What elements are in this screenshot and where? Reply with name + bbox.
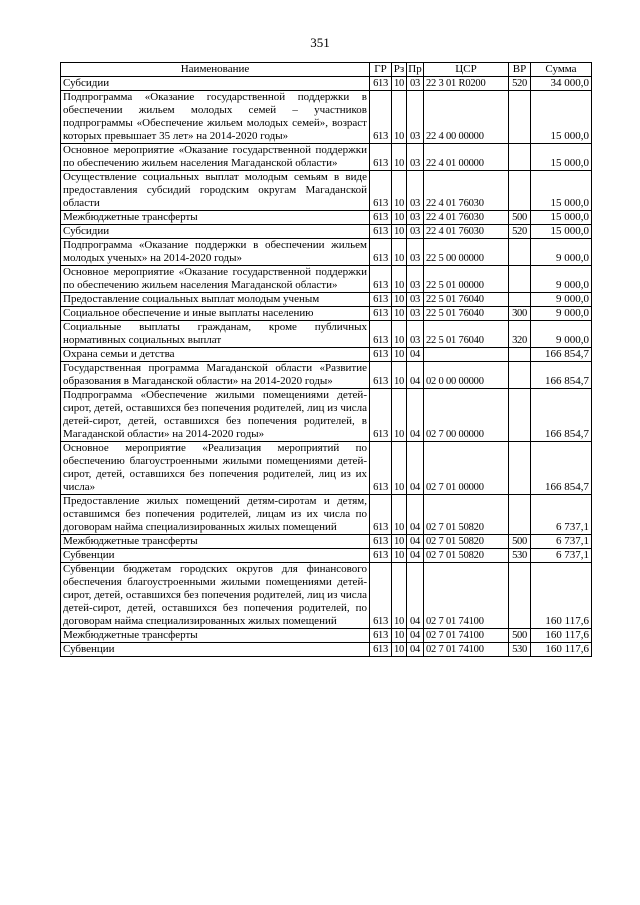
cell-vr: [509, 171, 531, 211]
cell-rz: 10: [392, 91, 407, 144]
cell-gr: 613: [370, 225, 392, 239]
cell-sum: 15 000,0: [531, 91, 592, 144]
cell-gr: 613: [370, 535, 392, 549]
cell-name: Межбюджетные трансферты: [61, 535, 370, 549]
header-sum: Сумма: [531, 63, 592, 77]
cell-sum: 9 000,0: [531, 293, 592, 307]
table-row: [61, 77, 592, 91]
cell-sum: 15 000,0: [531, 171, 592, 211]
cell-csr: 22 5 01 00000: [424, 266, 509, 293]
cell-name: Предоставление жилых помещений детям-сиротам и детям, оставшимся без попечения родителей, лицам из их числа по договорам найма специализированных жилых помещений: [61, 495, 370, 535]
cell-name: Межбюджетные трансферты: [61, 211, 370, 225]
cell-gr: 613: [370, 211, 392, 225]
cell-csr: 02 7 01 50820: [424, 495, 509, 535]
table-row: [61, 239, 592, 266]
cell-csr: [424, 348, 509, 362]
cell-pr: 03: [407, 211, 424, 225]
cell-name: Охрана семьи и детства: [61, 348, 370, 362]
cell-vr: [509, 362, 531, 389]
table-row: [61, 348, 592, 362]
table-row: [61, 211, 592, 225]
cell-csr: 22 4 01 76030: [424, 171, 509, 211]
page-number: 351: [310, 35, 330, 50]
cell-rz: 10: [392, 266, 407, 293]
cell-csr: 22 4 00 00000: [424, 91, 509, 144]
table-row: [61, 293, 592, 307]
cell-gr: 613: [370, 362, 392, 389]
table-row: [61, 442, 592, 495]
cell-name: Государственная программа Магаданской области «Развитие образования в Магаданской области» на 2014-2020 годы»: [61, 362, 370, 389]
table-row: [61, 535, 592, 549]
cell-pr: 04: [407, 442, 424, 495]
cell-sum: 6 737,1: [531, 535, 592, 549]
cell-pr: 03: [407, 266, 424, 293]
cell-vr: [509, 293, 531, 307]
cell-gr: 613: [370, 293, 392, 307]
cell-csr: 02 7 00 00000: [424, 389, 509, 442]
cell-gr: 613: [370, 563, 392, 629]
cell-rz: 10: [392, 442, 407, 495]
cell-rz: 10: [392, 307, 407, 321]
cell-sum: 15 000,0: [531, 144, 592, 171]
cell-name: Основное мероприятие «Реализация мероприятий по обеспечению благоустроенными жилыми помещениями детей-сирот, детей, оставшихся без попечения родителей, лиц из их числа»: [61, 442, 370, 495]
header-pr: Пр: [408, 63, 422, 75]
table-row: [61, 643, 592, 657]
table-row: [61, 307, 592, 321]
cell-csr: 02 7 01 74100: [424, 629, 509, 643]
cell-gr: 613: [370, 549, 392, 563]
cell-rz: 10: [392, 211, 407, 225]
cell-csr: 22 3 01 R0200: [424, 77, 509, 91]
cell-pr: 03: [407, 239, 424, 266]
header-name: Наименование: [61, 63, 370, 77]
cell-name: Предоставление социальных выплат молодым ученым: [61, 293, 370, 307]
cell-pr: 03: [407, 225, 424, 239]
cell-pr: 04: [407, 549, 424, 563]
cell-rz: 10: [392, 643, 407, 657]
cell-gr: 613: [370, 629, 392, 643]
cell-vr: 520: [509, 225, 531, 239]
cell-rz: 10: [392, 225, 407, 239]
cell-csr: 02 7 01 50820: [424, 549, 509, 563]
cell-rz: 10: [392, 362, 407, 389]
cell-vr: [509, 495, 531, 535]
table-row: [61, 225, 592, 239]
cell-name: Субвенции бюджетам городских округов для финансового обеспечения благоустроенными жилыми помещениями детей-сирот, детей, оставшихся без попечения родителей, лиц из числа детей-сирот, детей, оставшихся без попечения родителей, по договорам найма специализированных жилых помещений: [61, 563, 370, 629]
cell-rz: 10: [392, 77, 407, 91]
cell-gr: 613: [370, 389, 392, 442]
cell-pr: 04: [407, 389, 424, 442]
cell-sum: 160 117,6: [531, 629, 592, 643]
cell-csr: 02 7 01 00000: [424, 442, 509, 495]
cell-csr: 02 7 01 74100: [424, 563, 509, 629]
cell-csr: 22 5 01 76040: [424, 321, 509, 348]
table-row: [61, 144, 592, 171]
cell-gr: 613: [370, 144, 392, 171]
cell-name: Подпрограмма «Обеспечение жилыми помещениями детей-сирот, детей, оставшихся без попечения родителей, лиц из числа детей-сирот, детей, оставшихся без попечения родителей, в Магаданской области» на 2014-2020 годы»: [61, 389, 370, 442]
cell-rz: 10: [392, 321, 407, 348]
table-row: [61, 389, 592, 442]
cell-gr: 613: [370, 266, 392, 293]
cell-pr: 04: [407, 495, 424, 535]
header-vr: ВР: [509, 63, 531, 77]
cell-pr: 04: [407, 629, 424, 643]
cell-gr: 613: [370, 442, 392, 495]
cell-vr: [509, 348, 531, 362]
cell-name: Подпрограмма «Оказание государственной поддержки в обеспечении жильем молодых семей – участников подпрограммы «Обеспечение жильем молодых семей», возраст которых превышает 35 лет» на 2014-2020 годы»: [61, 91, 370, 144]
table-row: [61, 362, 592, 389]
table-row: [61, 91, 592, 144]
table-row: [61, 495, 592, 535]
cell-sum: 160 117,6: [531, 643, 592, 657]
cell-rz: 10: [392, 144, 407, 171]
cell-sum: 9 000,0: [531, 266, 592, 293]
cell-vr: [509, 91, 531, 144]
cell-rz: 10: [392, 629, 407, 643]
cell-name: Социальные выплаты гражданам, кроме публичных нормативных социальных выплат: [61, 321, 370, 348]
cell-csr: 02 7 01 50820: [424, 535, 509, 549]
cell-pr: 03: [407, 321, 424, 348]
cell-csr: 02 7 01 74100: [424, 643, 509, 657]
cell-sum: 160 117,6: [531, 563, 592, 629]
cell-rz: 10: [392, 171, 407, 211]
cell-gr: 613: [370, 77, 392, 91]
cell-rz: 10: [392, 348, 407, 362]
cell-pr: 03: [407, 171, 424, 211]
cell-sum: 6 737,1: [531, 495, 592, 535]
cell-pr: 04: [407, 563, 424, 629]
cell-gr: 613: [370, 171, 392, 211]
table-row: [61, 266, 592, 293]
cell-pr: 03: [407, 144, 424, 171]
cell-csr: 22 4 01 00000: [424, 144, 509, 171]
cell-name: Осуществление социальных выплат молодым семьям в виде предоставления субсидий городским округам Магаданской области: [61, 171, 370, 211]
table-row: [61, 321, 592, 348]
cell-name: Субсидии: [61, 77, 370, 91]
table-row: [61, 629, 592, 643]
cell-vr: 530: [509, 643, 531, 657]
table-row: [61, 171, 592, 211]
cell-pr: 04: [407, 535, 424, 549]
cell-rz: 10: [392, 293, 407, 307]
cell-vr: 300: [509, 307, 531, 321]
cell-vr: [509, 389, 531, 442]
header-gr: ГР: [370, 63, 392, 77]
cell-rz: 10: [392, 495, 407, 535]
table-body: [61, 77, 592, 657]
table-row: [61, 549, 592, 563]
cell-name: Подпрограмма «Оказание поддержки в обеспечении жильем молодых ученых» на 2014-2020 годы»: [61, 239, 370, 266]
cell-name: Межбюджетные трансферты: [61, 629, 370, 643]
cell-sum: 166 854,7: [531, 389, 592, 442]
cell-name: Субвенции: [61, 643, 370, 657]
cell-sum: 6 737,1: [531, 549, 592, 563]
cell-gr: 613: [370, 348, 392, 362]
cell-sum: 166 854,7: [531, 362, 592, 389]
cell-sum: 9 000,0: [531, 239, 592, 266]
cell-rz: 10: [392, 535, 407, 549]
cell-rz: 10: [392, 563, 407, 629]
cell-sum: 166 854,7: [531, 348, 592, 362]
cell-rz: 10: [392, 549, 407, 563]
cell-pr: 03: [407, 293, 424, 307]
cell-vr: [509, 144, 531, 171]
table-row: [61, 563, 592, 629]
cell-name: Основное мероприятие «Оказание государственной поддержки по обеспечению жильем населения Магаданской области»: [61, 266, 370, 293]
cell-sum: 15 000,0: [531, 211, 592, 225]
cell-csr: 02 0 00 00000: [424, 362, 509, 389]
cell-pr: 04: [407, 362, 424, 389]
cell-name: Субсидии: [61, 225, 370, 239]
cell-csr: 22 5 01 76040: [424, 307, 509, 321]
cell-gr: 613: [370, 321, 392, 348]
cell-pr: 04: [407, 643, 424, 657]
cell-sum: 34 000,0: [531, 77, 592, 91]
cell-sum: 166 854,7: [531, 442, 592, 495]
cell-vr: 500: [509, 535, 531, 549]
cell-gr: 613: [370, 91, 392, 144]
header-csr: ЦСР: [424, 63, 509, 77]
cell-csr: 22 4 01 76030: [424, 225, 509, 239]
cell-vr: 500: [509, 629, 531, 643]
cell-csr: 22 5 00 00000: [424, 239, 509, 266]
budget-table: [60, 62, 592, 657]
table-header-row: [61, 63, 592, 77]
cell-gr: 613: [370, 307, 392, 321]
cell-pr: 03: [407, 91, 424, 144]
cell-pr: 03: [407, 307, 424, 321]
cell-gr: 613: [370, 239, 392, 266]
cell-sum: 15 000,0: [531, 225, 592, 239]
cell-vr: 530: [509, 549, 531, 563]
cell-gr: 613: [370, 643, 392, 657]
cell-vr: [509, 239, 531, 266]
cell-csr: 22 5 01 76040: [424, 293, 509, 307]
cell-gr: 613: [370, 495, 392, 535]
cell-vr: 500: [509, 211, 531, 225]
cell-vr: [509, 442, 531, 495]
cell-name: Субвенции: [61, 549, 370, 563]
cell-vr: 520: [509, 77, 531, 91]
cell-name: Основное мероприятие «Оказание государственной поддержки по обеспечению жильем населения Магаданской области»: [61, 144, 370, 171]
cell-sum: 9 000,0: [531, 307, 592, 321]
header-rz: Рз: [392, 63, 407, 77]
cell-rz: 10: [392, 239, 407, 266]
cell-name: Социальное обеспечение и иные выплаты населению: [61, 307, 370, 321]
cell-csr: 22 4 01 76030: [424, 211, 509, 225]
cell-pr: 04: [407, 348, 424, 362]
cell-vr: 320: [509, 321, 531, 348]
cell-vr: [509, 563, 531, 629]
cell-sum: 9 000,0: [531, 321, 592, 348]
cell-vr: [509, 266, 531, 293]
cell-pr: 03: [407, 77, 424, 91]
cell-rz: 10: [392, 389, 407, 442]
